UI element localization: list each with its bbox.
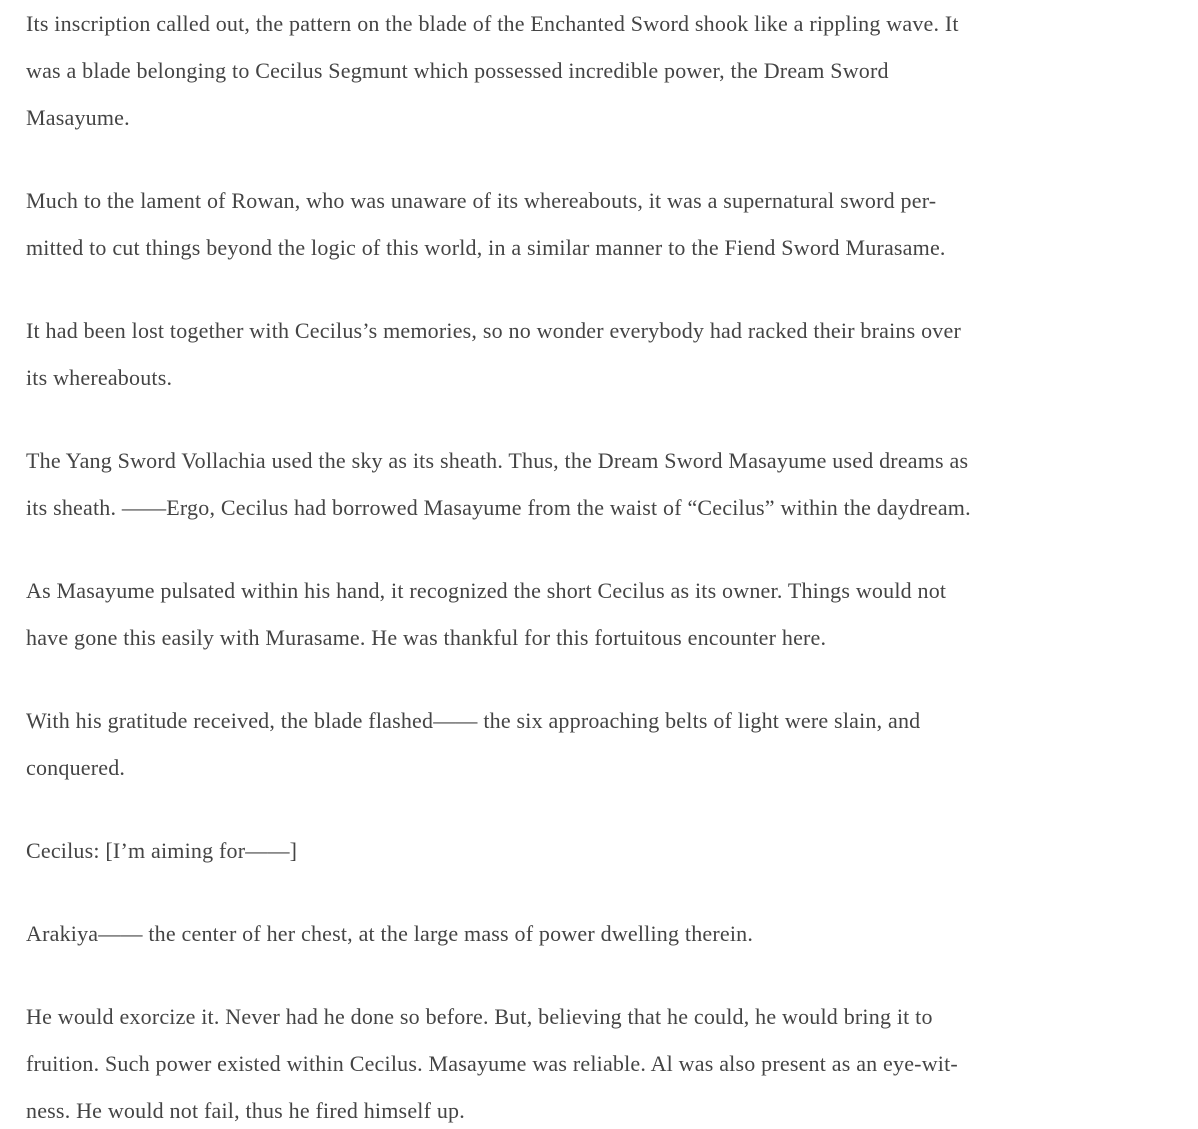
paragraph <box>26 827 1170 874</box>
text-line: conquered. <box>26 755 126 780</box>
paragraph <box>26 910 1170 957</box>
paragraph <box>26 567 1170 661</box>
text-line: its whereabouts. <box>26 365 173 390</box>
text-line: Much to the lament of Rowan, who was unaware of its whereabouts, it was a supernatural sword per- <box>26 188 937 213</box>
text-line: As Masayume pulsated within his hand, it recognized the short Cecilus as its owner. Things would not <box>26 578 947 603</box>
text-line: mitted to cut things beyond the logic of this world, in a similar manner to the Fiend Sword Murasame. <box>26 235 946 260</box>
text-line: was a blade belonging to Cecilus Segmunt which possessed incredible power, the Dream Sword <box>26 58 889 83</box>
paragraph <box>26 0 1170 141</box>
text-line: ness. He would not fail, thus he fired himself up. <box>26 1098 465 1123</box>
paragraph <box>26 993 1170 1129</box>
text-line: The Yang Sword Vollachia used the sky as its sheath. Thus, the Dream Sword Masayume used dreams as <box>26 448 969 473</box>
text-line: Cecilus: [I’m aiming for——] <box>26 838 298 863</box>
text-line: Masayume. <box>26 105 130 130</box>
text-line: fruition. Such power existed within Cecilus. Masayume was reliable. Al was also present as an eye-wit- <box>26 1051 958 1076</box>
text-line: Arakiya—— the center of her chest, at the large mass of power dwelling therein. <box>26 921 754 946</box>
paragraph <box>26 307 1170 401</box>
text-line: Its inscription called out, the pattern on the blade of the Enchanted Sword shook like a rippling wave. It <box>26 11 959 36</box>
text-line: With his gratitude received, the blade flashed—— the six approaching belts of light were slain, and <box>26 708 921 733</box>
paragraph <box>26 177 1170 271</box>
paragraph <box>26 437 1170 531</box>
text-line: have gone this easily with Murasame. He was thankful for this fortuitous encounter here. <box>26 625 827 650</box>
text-line: He would exorcize it. Never had he done so before. But, believing that he could, he would bring it to <box>26 1004 933 1029</box>
paragraph <box>26 697 1170 791</box>
text-line: its sheath. ——Ergo, Cecilus had borrowed Masayume from the waist of “Cecilus” within the daydream. <box>26 495 971 520</box>
text-line: It had been lost together with Cecilus’s memories, so no wonder everybody had racked their brains over <box>26 318 961 343</box>
